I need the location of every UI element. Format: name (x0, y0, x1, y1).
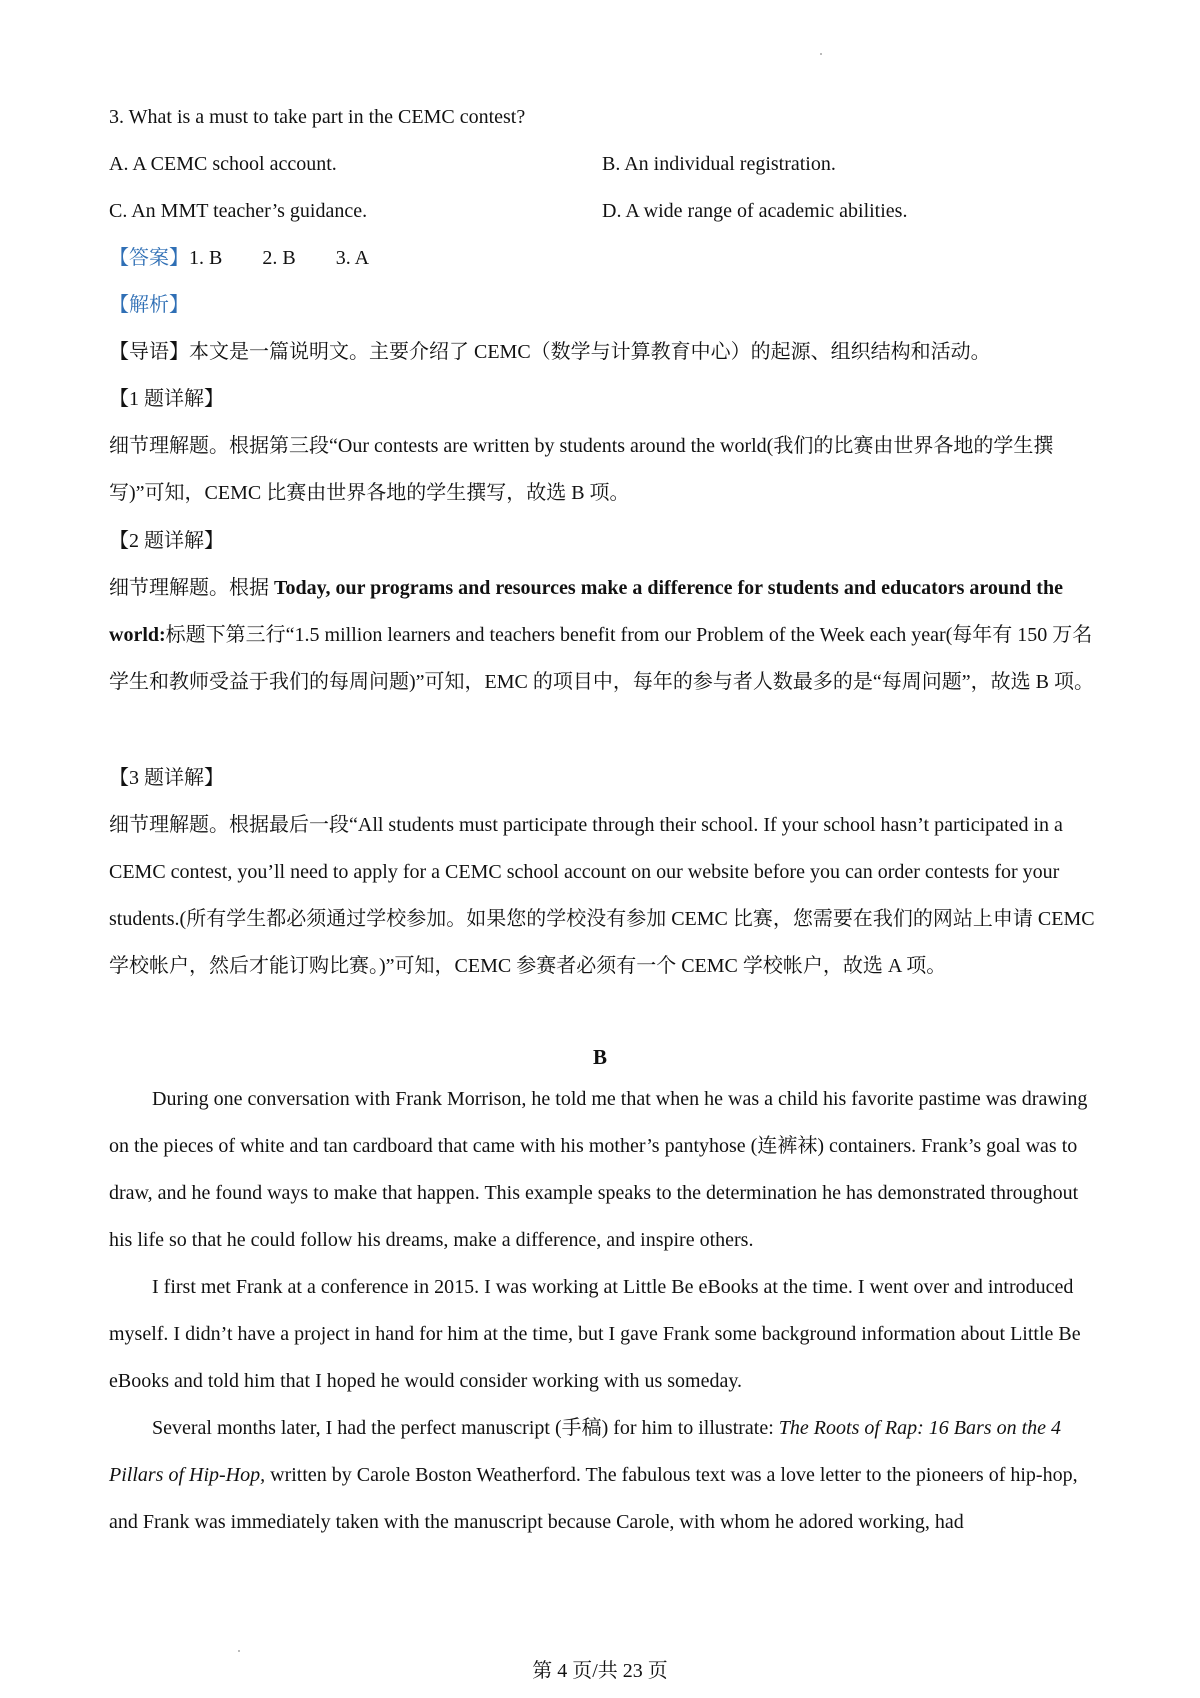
q2-bold-title: Today, our programs and resources make a difference for students and educators around the world: (109, 577, 1063, 646)
q3-body: 细节理解题。根据最后一段“All students must participate through their school. If your school hasn’t participated in a CEMC contest, you’ll need to apply for a CEMC school account on our website before you can order contests for your students.(所有学生都必须通过学校参加。如果您的学校没有参加 CEMC 比赛，您需要在我们的网站上申请 CEMC 学校帐户，然后才能订购比赛。)”可知，CEMC 参赛者必须有一个 CEMC 学校帐户，故选 A 项。 (109, 814, 1095, 977)
answer-item-3: 3. A (335, 247, 370, 269)
question-3-stem: 3. What is a must to take part in the CEMC contest? (109, 106, 526, 128)
q1-heading: 【1 题详解】 (109, 388, 224, 410)
section-b-title: B (592, 1045, 607, 1069)
q2-body (109, 565, 1097, 706)
book-title: The Roots of Rap: 16 Bars on the 4 Pillars of Hip-Hop, (109, 1417, 1062, 1486)
p3-before: Several months later, I had the perfect manuscript (手稿) for him to illustrate: (152, 1417, 779, 1439)
option-a: A. A CEMC school account. (109, 153, 337, 175)
q2-heading: 【2 题详解】 (109, 530, 224, 552)
section-b-paragraph-2: I first met Frank at a conference in 2015. I was working at Little Be eBooks at the time. I went over and introduced myself. I didn’t have a project in hand for him at the time, but I gave Frank some background information about Little Be eBooks and told him that I hoped he would consider working with us someday. (109, 1276, 1081, 1392)
answer-line (109, 246, 409, 270)
page-footer: 第 4 页/共 23 页 (532, 1660, 668, 1682)
scan-speck (820, 53, 822, 55)
option-b: B. An individual registration. (602, 153, 836, 175)
section-b-paragraph-3 (109, 1405, 1097, 1546)
option-d: D. A wide range of academic abilities. (602, 200, 908, 222)
scan-speck (238, 1650, 240, 1652)
p3-after: written by Carole Boston Weatherford. The fabulous text was a love letter to the pioneers of hip-hop, and Frank was immediately taken with the manuscript because Carole, with whom he adored working, had (109, 1464, 1078, 1533)
q3-heading: 【3 题详解】 (109, 767, 224, 789)
intro-text: 【导语】本文是一篇说明文。主要介绍了 CEMC（数学与计算教育中心）的起源、组织结构和活动。 (109, 341, 991, 363)
answer-item-2: 2. B (262, 247, 296, 269)
answer-item-1: 1. B (189, 247, 223, 269)
q2-rest: 标题下第三行“1.5 million learners and teachers benefit from our Problem of the Week each year(每年有 150 万名学生和教师受益于我们的每周问题)”可知，EMC 的项目中，每年的参与者人数最多的是“每周问题”，故选 B 项。 (109, 624, 1094, 693)
answer-label: 【答案】 (109, 247, 189, 269)
analysis-label: 【解析】 (109, 294, 189, 316)
option-c: C. An MMT teacher’s guidance. (109, 200, 368, 222)
q1-body: 细节理解题。根据第三段“Our contests are written by students around the world(我们的比赛由世界各地的学生撰写)”可知，CEMC 比赛由世界各地的学生撰写，故选 B 项。 (109, 435, 1054, 504)
section-b-paragraph-1: During one conversation with Frank Morrison, he told me that when he was a child his favorite pastime was drawing on the pieces of white and tan cardboard that came with his mother’s pantyhose (连裤袜) containers. Frank’s goal was to draw, and he found ways to make that happen. This example speaks to the determination he has demonstrated throughout his life so that he could follow his dreams, make a difference, and inspire others. (109, 1088, 1088, 1251)
q2-prefix: 细节理解题。根据 (109, 577, 274, 599)
